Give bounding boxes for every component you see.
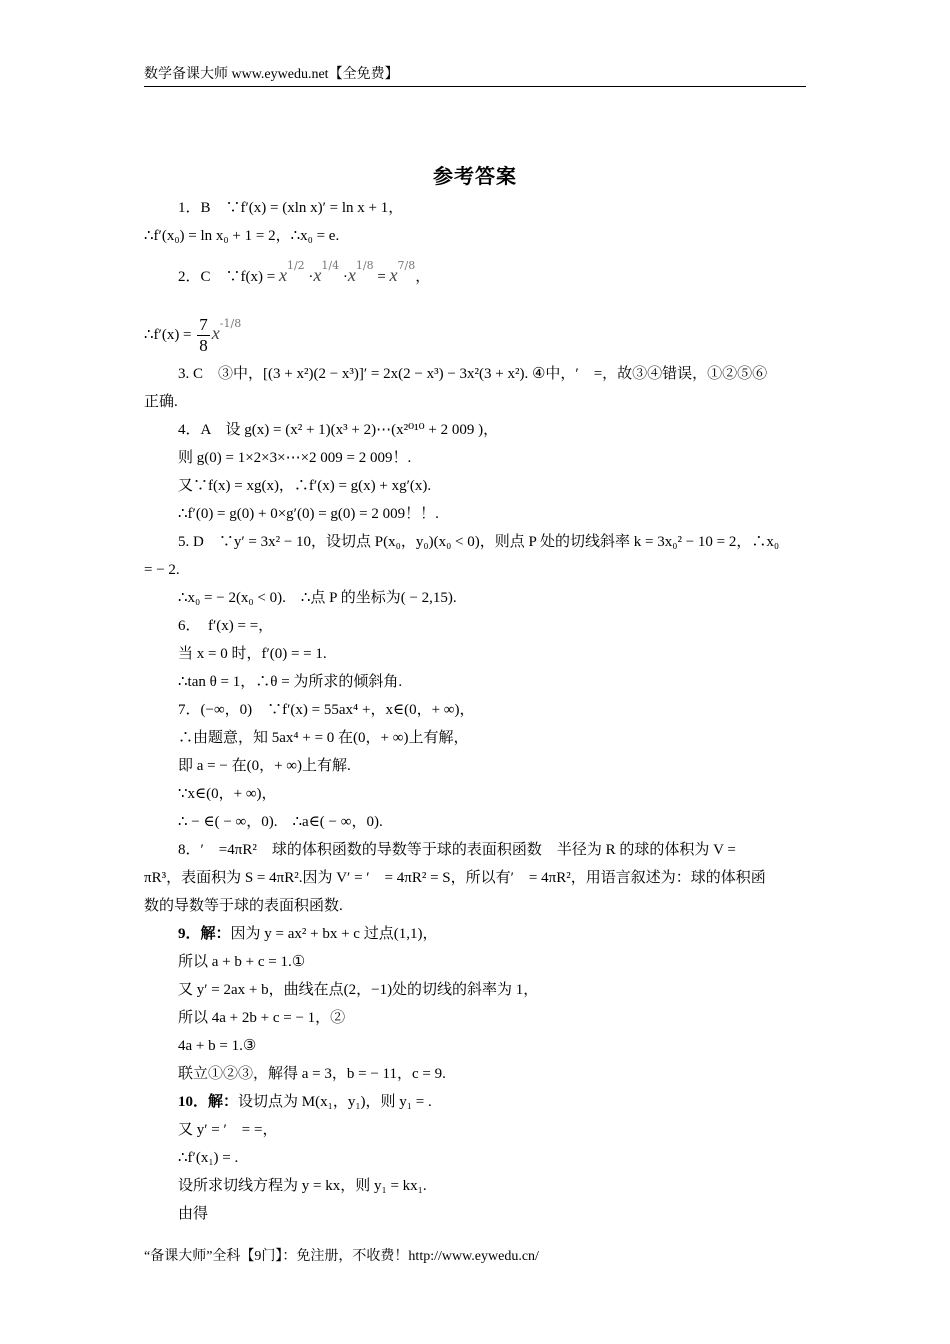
answer-line <box>144 1088 806 1116</box>
fraction <box>197 315 210 356</box>
answer-line: 8．′ =4πR² 球的体积函数的导数等于球的表面积函数 半径为 R 的球的体积为 V = <box>178 842 736 858</box>
answer-line: 所以 a + b + c = 1.① <box>178 954 306 970</box>
answer-line: 则 g(0) = 1×2×3×⋯×2 009 = 2 009！. <box>178 450 412 466</box>
answer-line: 即 a = − 在(0，+ ∞)上有解. <box>178 758 351 774</box>
answer-line: 正确. <box>144 394 178 410</box>
answer-line: 4．A 设 g(x) = (x² + 1)(x³ + 2)⋯(x²⁰¹⁰ + 2 009 )， <box>178 422 499 438</box>
answer-line: 4a + b = 1.③ <box>178 1038 257 1054</box>
answer-line: ∴f′(x₁) = . <box>178 1150 239 1166</box>
fraction-numerator: 7 <box>199 315 208 335</box>
formula-exponent: 1/2 <box>286 259 305 272</box>
formula-base: x <box>278 265 287 285</box>
answer-line: ∵x∈(0，+ ∞)， <box>178 786 277 802</box>
formula-exponent: 1/4 <box>321 259 340 272</box>
answer-line: 由得 <box>178 1206 209 1222</box>
answer-line: 7．(−∞，0) ∵f′(x) = 55ax⁴ +，x∈(0，+ ∞)， <box>178 702 475 718</box>
answer-line: 当 x = 0 时，f′(0) = = 1. <box>178 646 327 662</box>
answer-line: ∴由题意，知 5ax⁴ + = 0 在(0，+ ∞)上有解， <box>178 730 469 746</box>
answer-line: 联立①②③，解得 a = 3，b = − 11，c = 9. <box>178 1066 446 1082</box>
formula-prefix: 2．C ∵f(x) = <box>178 269 276 285</box>
page-header: 数学备课大师 www.eywedu.net【全免费】 <box>144 66 806 87</box>
answer-content <box>144 194 806 1228</box>
answer-line: 又∵f(x) = xg(x)，∴f′(x) = g(x) + xg′(x). <box>178 478 432 494</box>
fraction-denominator: 8 <box>199 336 208 356</box>
formula-base: x <box>313 265 322 285</box>
answer-line <box>144 920 806 948</box>
answer-line-formula: 2．C ∵f(x) = $x^{1/2} \cdot x^{1/4} \cdot x^{1/8} = x^{7/8}$， <box>178 259 431 285</box>
formula-base: x <box>211 323 220 343</box>
page-title: 参考答案 <box>433 166 517 188</box>
answer-line: ∴tan θ = 1，∴θ = 为所求的倾斜角. <box>178 674 403 690</box>
solution-label: 9．解： <box>178 926 231 942</box>
answer-line: 1．B ∵f′(x) = (xln x)′ = ln x + 1， <box>178 200 404 216</box>
solution-label: 10．解： <box>178 1094 239 1110</box>
answer-line: πR³，表面积为 S = 4πR².因为 V′ = ′ = 4πR² = S，所以有′ = 4πR²，用语言叙述为：球的体积函 <box>144 870 766 886</box>
answer-line: 5. D ∵y′ = 3x² − 10，设切点 P(x₀，y₀)(x₀ < 0)，则点 P 处的切线斜率 k = 3x₀² − 10 = 2，∴x₀ <box>178 534 780 550</box>
page-footer: “备课大师”全科【9门】：免注册，不收费！http://www.eywedu.cn/ <box>144 1249 539 1264</box>
formula-suffix: ， <box>415 269 431 285</box>
answer-line: 数的导数等于球的表面积函数. <box>144 898 343 914</box>
answer-line: ∴f′(0) = g(0) + 0×g′(0) = g(0) = 2 009！！. <box>178 506 439 522</box>
formula-exponent: -1/8 <box>219 317 242 330</box>
answer-line: 又 y′ = ′ = =， <box>178 1122 278 1138</box>
formula-base: x <box>389 265 398 285</box>
answer-line-formula <box>144 300 806 360</box>
answer-line: 6． f′(x) = =， <box>178 618 274 634</box>
solution-text: 因为 y = ax² + bx + c 过点(1,1)， <box>230 926 438 942</box>
answer-line: ∴f′(x₀) = ln x₀ + 1 = 2，∴x₀ = e. <box>144 228 340 244</box>
answer-line: = − 2. <box>144 562 180 578</box>
answer-line: ∴x₀ = − 2(x₀ < 0). ∴点 P 的坐标为( − 2,15). <box>178 590 457 606</box>
formula-prefix: ∴f′(x) = <box>144 327 192 343</box>
formula-exponent: 7/8 <box>397 259 416 272</box>
answer-line: 所以 4a + 2b + c = − 1，② <box>178 1010 346 1026</box>
answer-line: 设所求切线方程为 y = kx，则 y₁ = kx₁. <box>178 1178 427 1194</box>
answer-line: 又 y′ = 2ax + b，曲线在点(2，−1)处的切线的斜率为 1， <box>178 982 539 998</box>
formula-exponent: 1/8 <box>355 259 374 272</box>
solution-text: 设切点为 M(x₁，y₁)，则 y₁ = . <box>238 1094 432 1110</box>
formula-base: x <box>347 265 356 285</box>
answer-line: ∴ − ∈( − ∞，0). ∴a∈( − ∞，0). <box>178 814 383 830</box>
answer-line: 3. C ③中，[(3 + x²)(2 − x³)]′ = 2x(2 − x³) − 3x²(3 + x²). ④中，′ =，故③④错误，①②⑤⑥ <box>178 366 768 382</box>
